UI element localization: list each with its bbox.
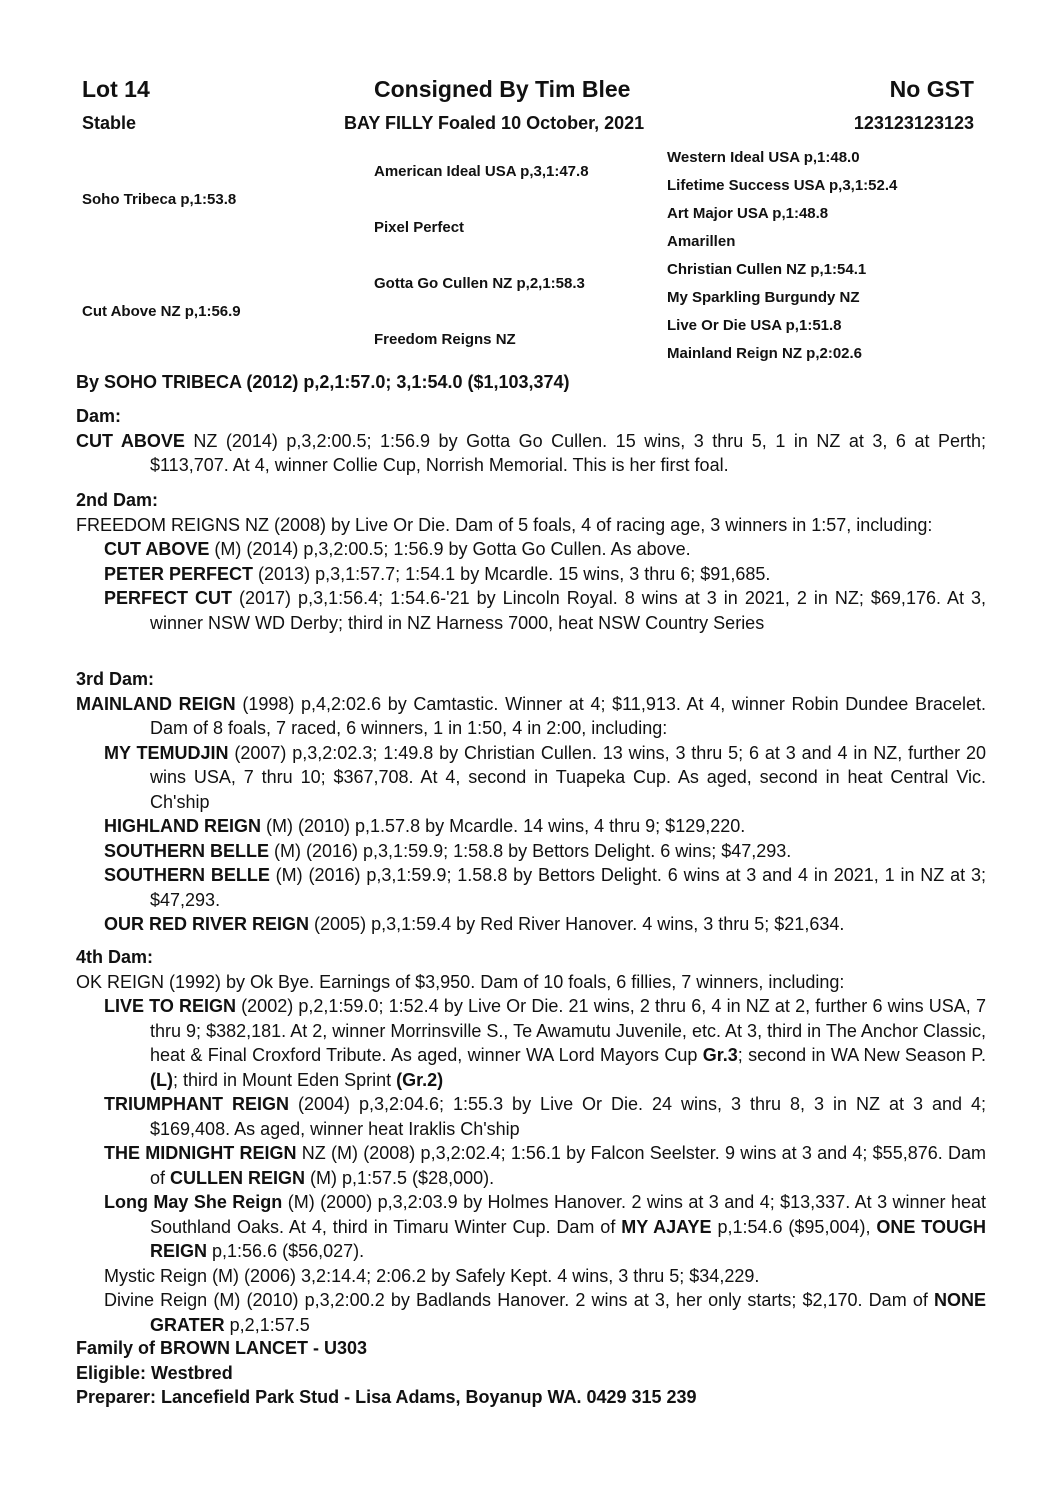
list-item [76,1092,986,1141]
offspring-text: (2005) p,3,1:59.4 by Red River Hanover. 4 wins, 3 thru 5; $21,634. [309,914,845,934]
third-dam-intro [76,692,986,741]
offspring-text: ; third in Mount Eden Sprint [172,1069,397,1090]
offspring-text: (2004) p,3,2:04.6; 1:55.3 by Live Or Die. 24 wins, 3 thru 8, 3 in NZ at 3 and 4; $169,408. As aged, winner heat Iraklis Ch'ship [150,1094,986,1139]
progeny-name: CULLEN REIGN [170,1167,306,1188]
offspring-name: THE MIDNIGHT REIGN [104,1143,297,1163]
offspring-name: PERFECT CUT [104,588,233,608]
pedigree-g2: Lifetime Success USA p,3,1:52.4 [667,177,898,194]
pedigree-g7: Live Or Die USA p,1:51.8 [667,317,842,334]
offspring-text: (2007) p,3,2:02.3; 1:49.8 by Christian Cullen. 13 wins, 3 thru 5; 6 at 3 and 4 in NZ, further 20 wins USA, 7 thru 10; $367,708. At 4, second in Tuapeka Cup. As aged, second in heat Central Vic. Ch'ship [150,742,986,812]
second-dam-heading: 2nd Dam: [76,490,159,510]
list-item [76,1190,986,1264]
dam-text: NZ (2014) p,3,2:00.5; 1:56.9 by Gotta Go Cullen. 15 wins, 3 thru 5, 1 in NZ at 3, 6 at Perth; $113,707. At 4, winner Collie Cup, Norrish Memorial. This is her first foal. [150,430,986,475]
fourth-dam-section [76,945,986,1337]
third-dam-name: MAINLAND REIGN [76,693,236,714]
offspring-name: CUT ABOVE [104,539,210,559]
second-dam-intro: FREEDOM REIGNS NZ (2008) by Live Or Die. Dam of 5 foals, 4 of racing age, 3 winners in 1:57, including: [76,514,933,535]
consigned-by: Consigned By Tim Blee [374,76,631,102]
pedigree-dam-sire: Gotta Go Cullen NZ p,2,1:58.3 [374,275,585,292]
progeny-name: MY AJAYE [621,1216,712,1237]
third-dam-heading: 3rd Dam: [76,669,155,689]
pedigree-g6: My Sparkling Burgundy NZ [667,289,860,306]
list-item [76,839,986,864]
dam-entry [76,429,986,478]
horse-description: BAY FILLY Foaled 10 October, 2021 [344,113,645,133]
list-item [76,586,986,635]
fourth-dam-heading: 4th Dam: [76,947,154,967]
offspring-text: (M) (2016) p,3,1:59.9; 1:58.8 by Bettors Delight. 6 wins; $47,293. [269,840,792,861]
offspring-text: NZ (M) (2008) p,3,2:02.4; 1:56.1 by Falcon Seelster. 9 wins at 3 and 4; $55,876. Dam of [150,1143,986,1188]
list-item [76,1288,986,1337]
offspring-text: (2002) p,2,1:59.0; 1:52.4 by Live Or Die. 21 wins, 2 thru 6, 4 in NZ at 2, further 6 wins USA, 7 thru 9; $382,181. At 2, winner Morrinsville S., Te Awamutu Juvenile, etc. At 3, third in The Anchor Classic, heat & Final Croxford Tribute. As aged, winner WA Lord Mayors Cup [150,996,986,1065]
pedigree-g5: Christian Cullen NZ p,1:54.1 [667,261,867,278]
sire-summary: By SOHO TRIBECA (2012) p,2,1:57.0; 3,1:54.0 ($1,103,374) [76,372,570,392]
offspring-name: HIGHLAND REIGN [104,816,261,836]
offspring-text: (M) (2014) p,3,2:00.5; 1:56.9 by Gotta Go Cullen. As above. [209,539,691,559]
stable-label: Stable [82,113,137,133]
offspring-name: PETER PERFECT [104,563,254,584]
list-item [76,1141,986,1190]
offspring-name: MY TEMUDJIN [104,742,229,763]
offspring-text: p,2,1:57.5 [224,1314,310,1335]
pedigree-dam-dam: Freedom Reigns NZ [374,331,516,348]
second-dam-section [76,488,986,635]
list-item [76,912,986,937]
list-item: Mystic Reign (M) (2006) 3,2:14.4; 2:06.2 by Safely Kept. 4 wins, 3 thru 5; $34,229. [104,1265,760,1286]
pedigree-g8: Mainland Reign NZ p,2:02.6 [667,345,863,362]
family-line: Family of BROWN LANCET - U303 [76,1338,368,1358]
list-item [76,741,986,815]
dam-heading: Dam: [76,406,122,426]
progeny-name: NONE GRATER [150,1290,986,1335]
gst-status: No GST [889,76,974,102]
list-item [76,562,986,587]
offspring-text: p,1:54.6 ($95,004), [711,1216,877,1237]
pedigree-dam: Cut Above NZ p,1:56.9 [82,303,241,320]
offspring-text: p,1:56.6 ($56,027). [207,1241,365,1261]
offspring-text: (M) p,1:57.5 ($28,000). [305,1167,495,1188]
list-item [76,537,986,562]
pedigree-g4: Amarillen [667,233,736,250]
offspring-name: SOUTHERN BELLE [104,840,270,861]
offspring-name: OUR RED RIVER REIGN [104,914,310,934]
offspring-text: ; second in WA New Season P. [737,1045,986,1065]
dam-section [76,404,986,478]
pedigree-sire-dam: Pixel Perfect [374,219,465,236]
offspring-text: (M) (2016) p,3,1:59.9; 1.58.8 by Bettors Delight. 6 wins at 3 and 4 in 2021, 1 in NZ at 3; $47,293. [150,865,986,910]
list-item [76,863,986,912]
list-item [76,994,986,1092]
pedigree-sire: Soho Tribeca p,1:53.8 [82,191,237,208]
offspring-name: SOUTHERN BELLE [104,865,270,885]
dam-name: CUT ABOVE [76,430,185,451]
third-dam-section [76,667,986,937]
listed-rating: (L) [150,1069,173,1090]
offspring-text: (2017) p,3,1:56.4; 1:54.6-'21 by Lincoln Royal. 8 wins at 3 in 2021, 2 in NZ; $69,176. At 3, winner NSW WD Derby; third in NZ Harness 7000, heat NSW Country Series [150,588,987,633]
lot-number: Lot 14 [82,76,150,102]
list-item [76,814,986,839]
offspring-text: (2013) p,3,1:57.7; 1:54.1 by Mcardle. 15 wins, 3 thru 6; $91,685. [253,563,771,584]
group-rating: Gr.3 [702,1045,738,1065]
progeny-name: ONE TOUGH REIGN [150,1216,986,1261]
footer [76,1336,986,1410]
offspring-text: (M) (2000) p,3,2:03.9 by Holmes Hanover. 2 wins at 3 and 4; $13,337. At 3 winner heat Southland Oaks. At 4, third in Timaru Winter Cup. Dam of [150,1192,987,1237]
pedigree-g1: Western Ideal USA p,1:48.0 [667,149,860,166]
offspring-name: LIVE TO REIGN [104,996,237,1016]
id-number: 123123123123 [853,113,974,133]
offspring-text: Divine Reign (M) (2010) p,3,2:00.2 by Badlands Hanover. 2 wins at 3, her only starts; $2,170. Dam of [104,1290,934,1310]
preparer-line: Preparer: Lancefield Park Stud - Lisa Adams, Boyanup WA. 0429 315 239 [76,1387,697,1407]
offspring-name: Long May She Reign [104,1192,283,1212]
fourth-dam-intro: OK REIGN (1992) by Ok Bye. Earnings of $3,950. Dam of 10 foals, 6 fillies, 7 winners, including: [76,971,845,992]
group-rating: (Gr.2) [396,1069,444,1090]
pedigree-sire-sire: American Ideal USA p,3,1:47.8 [374,163,589,180]
pedigree-g3: Art Major USA p,1:48.8 [667,205,829,222]
offspring-text: (M) (2010) p,1.57.8 by Mcardle. 14 wins, 4 thru 9; $129,220. [261,816,746,836]
eligible-line: Eligible: Westbred [76,1362,233,1383]
offspring-name: TRIUMPHANT REIGN [104,1094,289,1114]
third-dam-text: (1998) p,4,2:02.6 by Camtastic. Winner at 4; $11,913. At 4, winner Robin Dundee Bracelet. Dam of 8 foals, 7 raced, 6 winners, 1 in 1:50, 4 in 2:00, including: [150,693,986,738]
